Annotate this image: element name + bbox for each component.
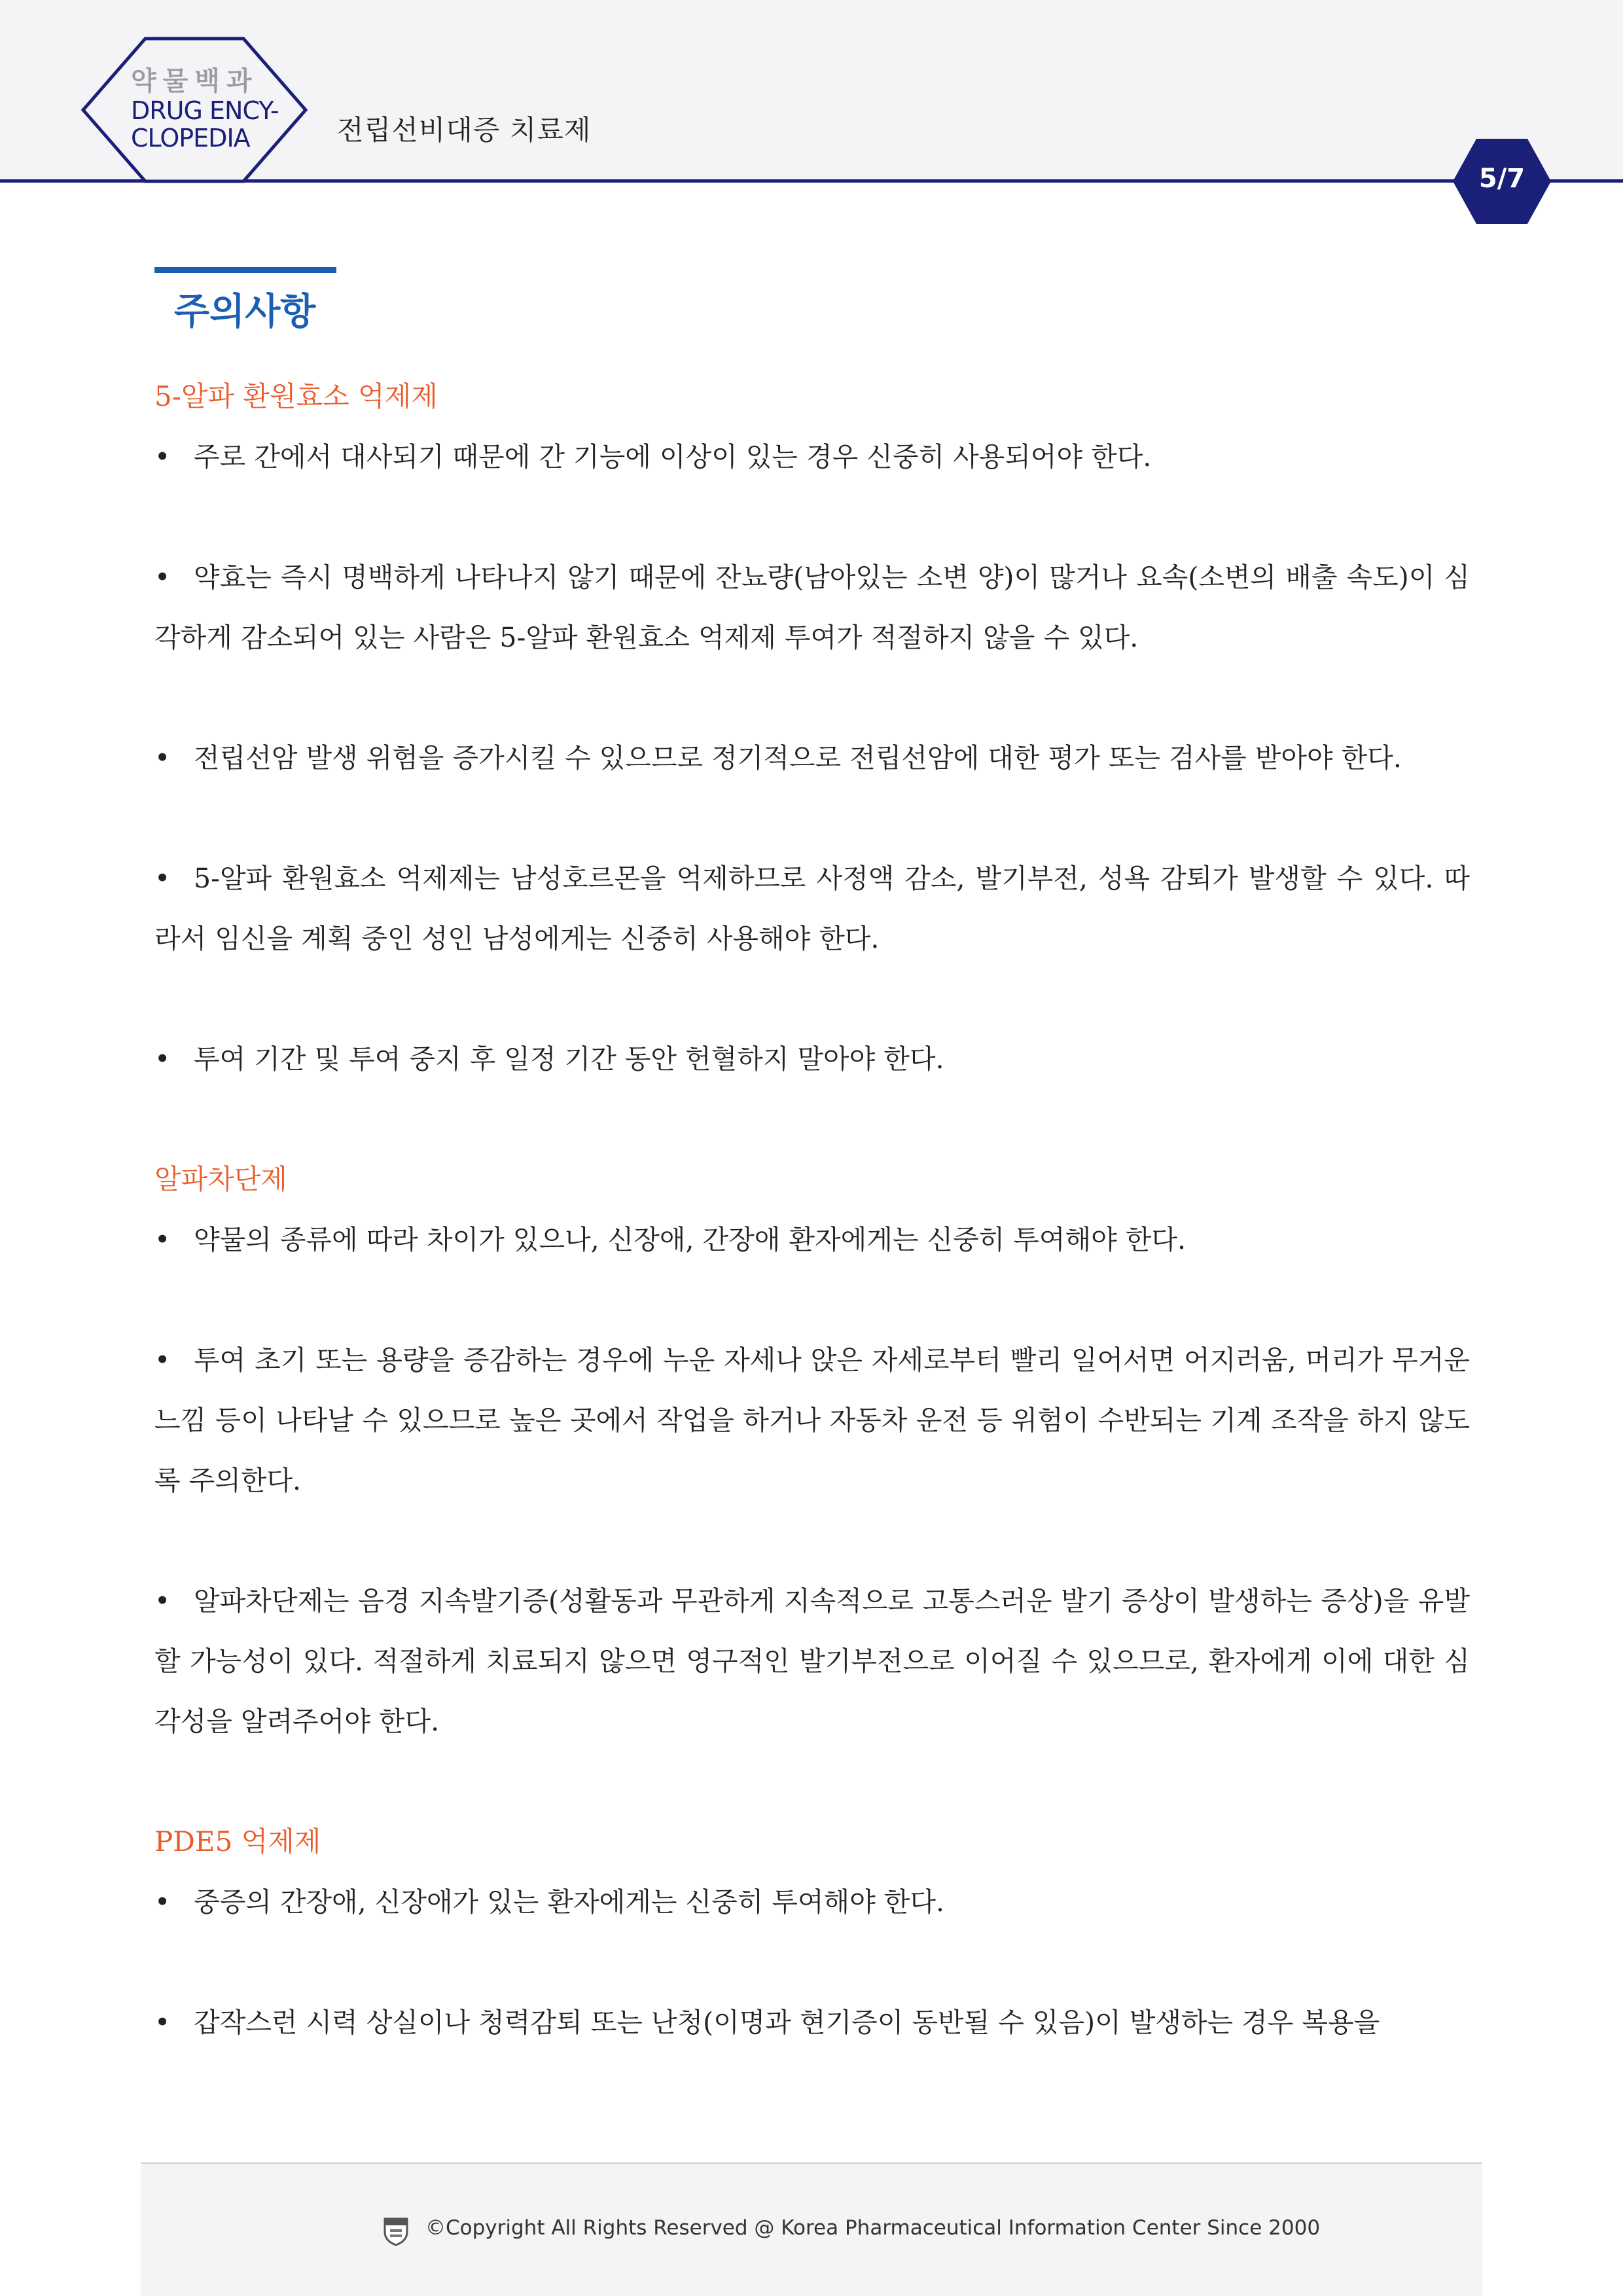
section-heading-pde5: PDE5 억제제 bbox=[154, 1825, 321, 1857]
bullet: • bbox=[154, 441, 171, 473]
page-indicator: 5/7 bbox=[1478, 164, 1525, 194]
footer-copyright: ©Copyright All Rights Reserved @ Korea Pharmaceutical Information Center Since 2000 bbox=[425, 2216, 1321, 2240]
list-item: • 약효는 즉시 명백하게 나타나지 않기 때문에 잔뇨량(남아있는 소변 양)이 많거나 요속(소변의 배출 속도)이 심각하게 감소되어 있는 사람은 5-알파 환원효소 억제제 투여가 적절하지 않을 수 있다. bbox=[154, 547, 1470, 668]
bullet: • bbox=[154, 863, 171, 894]
bullet: • bbox=[154, 742, 171, 774]
list-item: • 5-알파 환원효소 억제제는 남성호르몬을 억제하므로 사정액 감소, 발기부전, 성욕 감퇴가 발생할 수 있다. 따라서 임신을 계획 중인 성인 남성에게는 신중히 사용해야 한다. bbox=[154, 848, 1470, 969]
section-title: 주의사항 bbox=[174, 291, 316, 333]
bullet: • bbox=[154, 562, 171, 593]
shield-logo-icon bbox=[382, 2216, 410, 2246]
list-item: • 전립선암 발생 위험을 증가시킬 수 있으므로 정기적으로 전립선암에 대한 평가 또는 검사를 받아야 한다. bbox=[154, 728, 1470, 788]
section-heading-alpha-blocker: 알파차단제 bbox=[154, 1163, 287, 1195]
logo-english-line2: CLOPEDIA bbox=[131, 124, 250, 152]
logo bbox=[131, 65, 288, 152]
bullet: • bbox=[154, 2007, 171, 2038]
list-item: • 투여 기간 및 투여 중지 후 일정 기간 동안 헌혈하지 말아야 한다. bbox=[154, 1029, 1470, 1089]
list-item: • 알파차단제는 음경 지속발기증(성활동과 무관하게 지속적으로 고통스러운 발기 증상이 발생하는 증상)을 유발할 가능성이 있다. 적절하게 치료되지 않으면 영구적인 발기부전으로 이어질 수 있으므로, 환자에게 이에 대한 심각성을 알려주어야 한다. bbox=[154, 1571, 1470, 1751]
bullet: • bbox=[154, 1224, 171, 1255]
document-title: 전립선비대증 치료제 bbox=[337, 114, 592, 146]
logo-english-line1: DRUG ENCY- bbox=[131, 96, 279, 125]
list-item: • 주로 간에서 대사되기 때문에 간 기능에 이상이 있는 경우 신중히 사용되어야 한다. bbox=[154, 427, 1470, 487]
section-title-bar bbox=[154, 267, 336, 273]
bullet: • bbox=[154, 1585, 171, 1617]
bullet: • bbox=[154, 1886, 171, 1918]
list-item: • 중증의 간장애, 신장애가 있는 환자에게는 신중히 투여해야 한다. bbox=[154, 1872, 1470, 1932]
list-item: • 약물의 종류에 따라 차이가 있으나, 신장애, 간장애 환자에게는 신중히 투여해야 한다. bbox=[154, 1210, 1470, 1270]
logo-korean: 약물백과 bbox=[131, 66, 259, 96]
list-item: • 투여 초기 또는 용량을 증감하는 경우에 누운 자세나 앉은 자세로부터 빨리 일어서면 어지러움, 머리가 무거운 느낌 등이 나타날 수 있으므로 높은 곳에서 작업을 하거나 자동차 운전 등 위험이 수반되는 기계 조작을 하지 않도록 주의한다. bbox=[154, 1330, 1470, 1511]
list-item: • 갑작스런 시력 상실이나 청력감퇴 또는 난청(이명과 현기증이 동반될 수 있음)이 발생하는 경우 복용을 bbox=[154, 1992, 1470, 2053]
section-heading-5alpha: 5-알파 환원효소 억제제 bbox=[154, 380, 438, 412]
bullet: • bbox=[154, 1043, 171, 1075]
bullet: • bbox=[154, 1344, 171, 1376]
content bbox=[154, 367, 1470, 2113]
